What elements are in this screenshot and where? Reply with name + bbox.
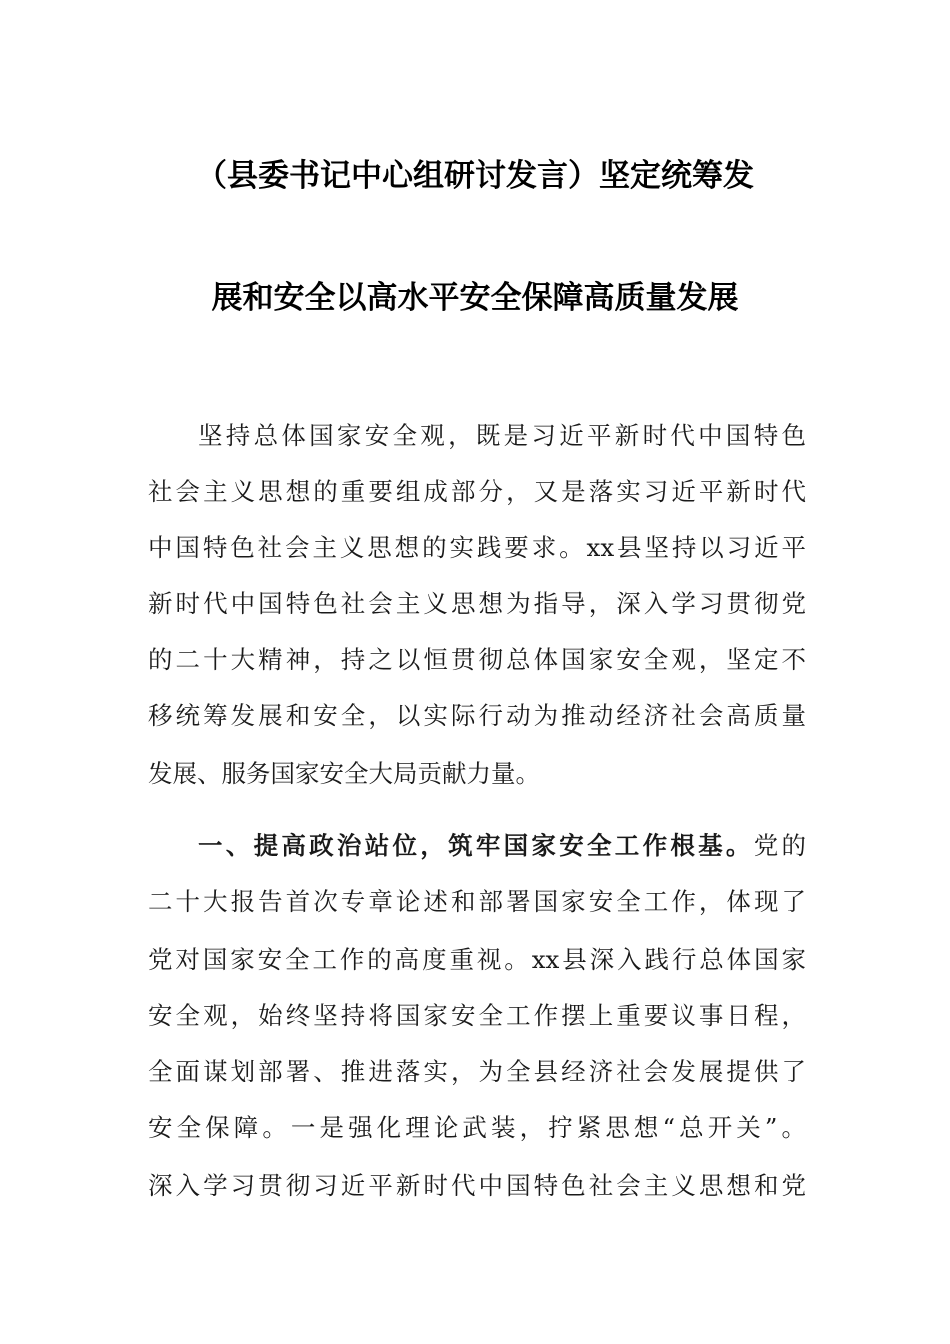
- document-title-line-2: 展和安全以高水平安全保障高质量发展: [211, 280, 739, 316]
- paragraph-line: 全面谋划部署、推进落实，为全县经济社会发展提供了: [148, 1057, 806, 1086]
- paragraph-line: 的二十大精神，持之以恒贯彻总体国家安全观，坚定不: [148, 645, 806, 674]
- document-title-line-1: （县委书记中心组研讨发言）坚定统筹发: [196, 158, 754, 194]
- paragraph-line: 坚持总体国家安全观，既是习近平新时代中国特色: [198, 421, 806, 450]
- paragraph-line: 社会主义思想的重要组成部分，又是落实习近平新时代: [148, 477, 806, 506]
- paragraph-line: 移统筹发展和安全，以实际行动为推动经济社会高质量: [148, 701, 806, 730]
- paragraph-line: 二十大报告首次专章论述和部署国家安全工作，体现了: [148, 887, 806, 916]
- paragraph-line: 新时代中国特色社会主义思想为指导，深入学习贯彻党: [148, 589, 806, 618]
- section-heading-line: [198, 828, 806, 864]
- paragraph-line: 中国特色社会主义思想的实践要求。xx县坚持以习近平: [148, 533, 806, 562]
- section-heading-rest: 党的: [753, 831, 807, 860]
- paragraph-line: 深入学习贯彻习近平新时代中国特色社会主义思想和党: [148, 1171, 806, 1200]
- paragraph-line: 党对国家安全工作的高度重视。xx县深入践行总体国家: [148, 945, 806, 974]
- section-heading: 一、提高政治站位，筑牢国家安全工作根基。: [198, 831, 754, 860]
- paragraph-line: 安全观，始终坚持将国家安全工作摆上重要议事日程，: [148, 1001, 806, 1030]
- paragraph-line: 发展、服务国家安全大局贡献力量。: [148, 759, 540, 788]
- paragraph-line: 安全保障。一是强化理论武装，拧紧思想“总开关”。: [148, 1113, 806, 1142]
